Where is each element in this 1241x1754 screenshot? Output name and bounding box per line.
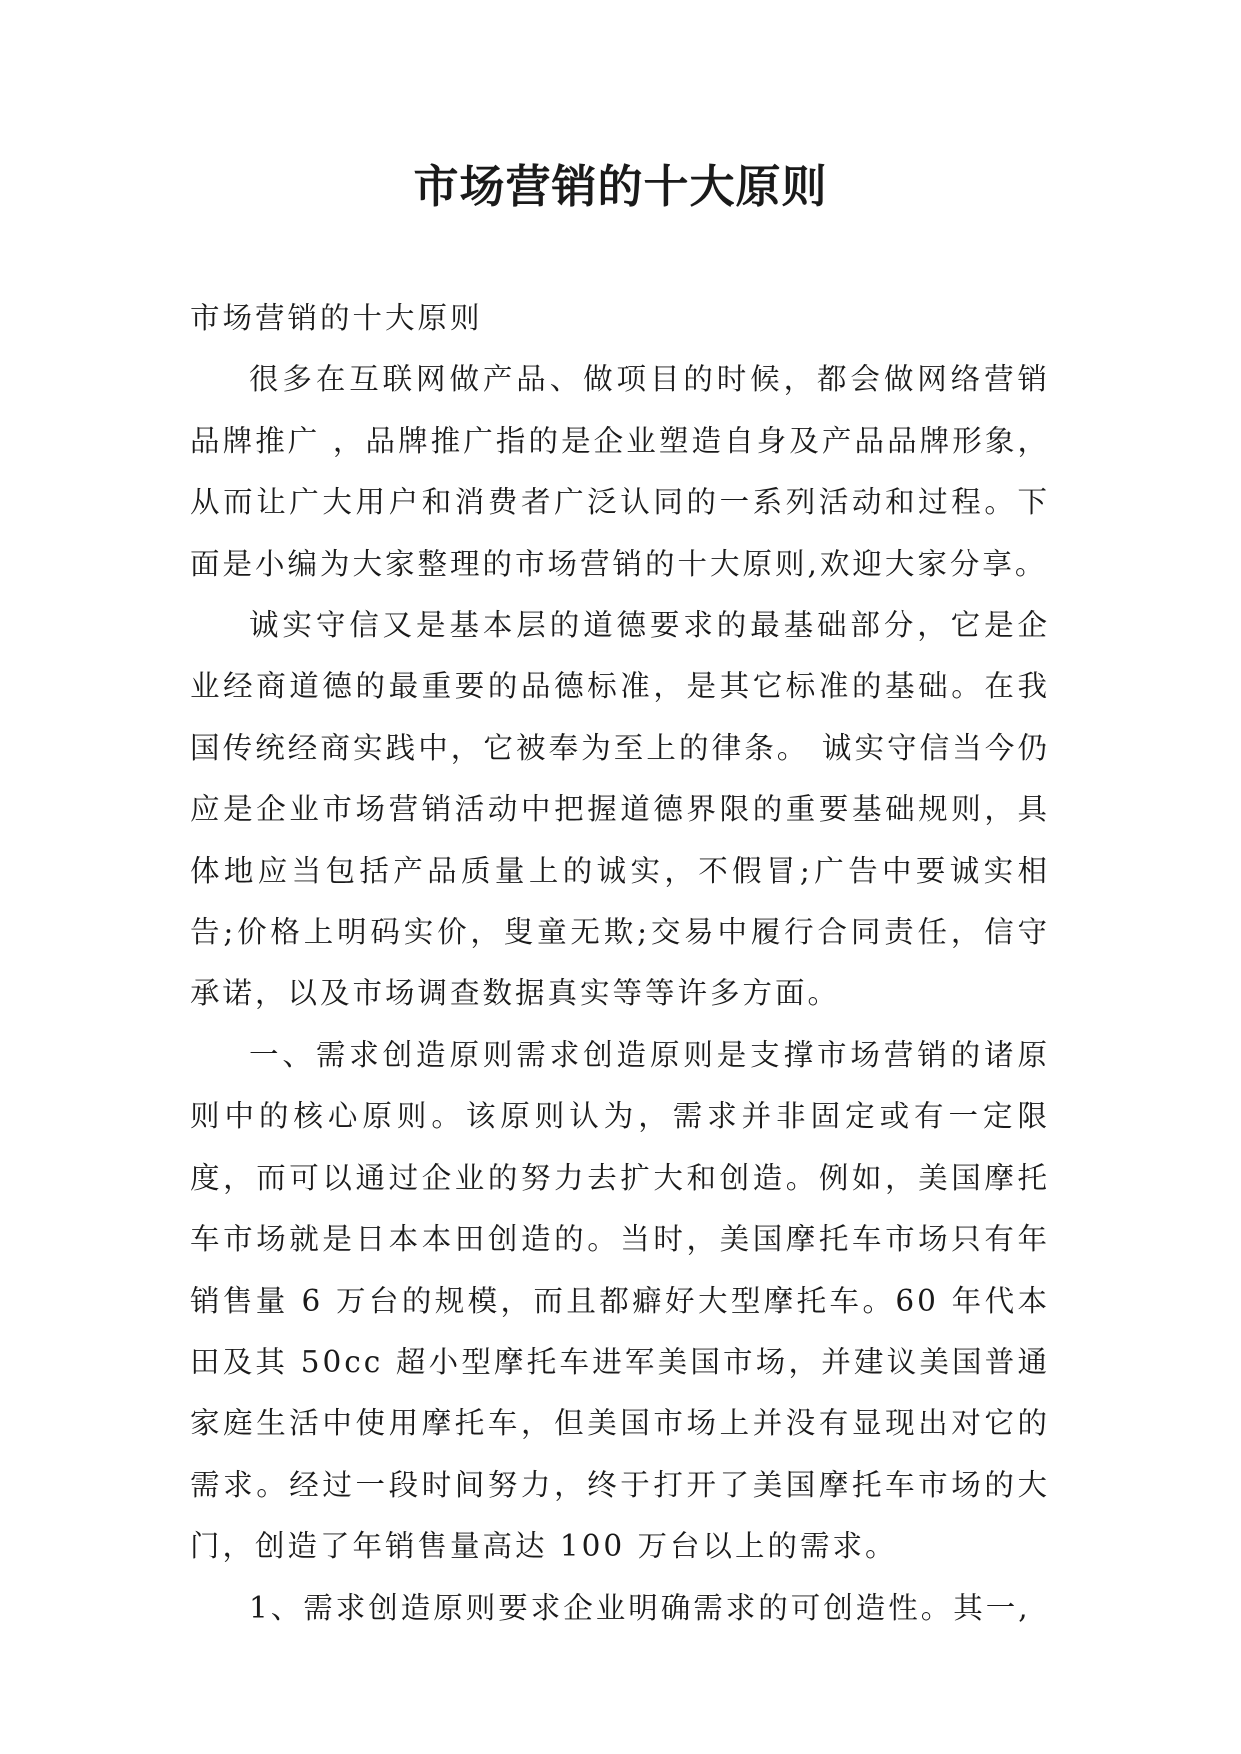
paragraph-point-one: 1、需求创造原则要求企业明确需求的可创造性。其一, — [249, 1590, 1031, 1625]
document-title: 市场营销的十大原则 — [413, 160, 828, 213]
document-subtitle: 市场营销的十大原则 — [190, 301, 483, 335]
paragraph-intro: 很多在互联网做产品、做项目的时候，都会做网络营销品牌推广 ，品牌推广指的是企业塑造自身及产品品牌形象，从而让广大用户和消费者广泛认同的一系列活动和过程。下面是小编为大家整理的市场营销的十大原则,欢迎大家分享。 — [190, 362, 1050, 581]
document-body — [190, 288, 1050, 1639]
paragraph-honesty: 诚实守信又是基本层的道德要求的最基础部分，它是企业经商道德的最重要的品德标准，是其它标准的基础。在我国传统经商实践中，它被奉为至上的律条。 诚实守信当今仍应是企业市场营销活动中把握道德界限的重要基础规则，具体地应当包括产品质量上的诚实，不假冒;广告中要诚实相告;价格上明码实价，叟童无欺;交易中履行合同责任，信守承诺，以及市场调查数据真实等等许多方面。 — [190, 608, 1050, 1011]
paragraph-demand-creation: 一、需求创造原则需求创造原则是支撑市场营销的诸原则中的核心原则。该原则认为，需求并非固定或有一定限度，而可以通过企业的努力去扩大和创造。例如，美国摩托车市场就是日本本田创造的。当时，美国摩托车市场只有年销售量 6 万台的规模，而且都癖好大型摩托车。60 年代本田及其 50cc 超小型摩托车进军美国市场，并建议美国普通家庭生活中使用摩托车，但美国市场上并没有显现出对它的需求。经过一段时间努力，终于打开了美国摩托车市场的大门，创造了年销售量高达 100 万台以上的需求。 — [190, 1037, 1050, 1564]
